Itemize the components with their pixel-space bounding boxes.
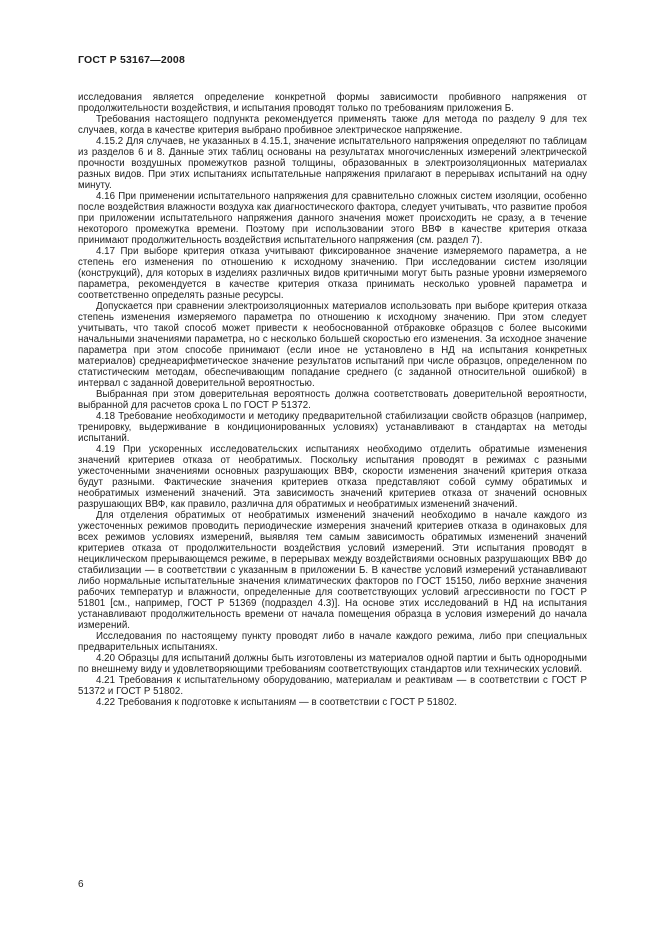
paragraph: исследования является определение конкретной формы зависимости пробивного напряжения от продолжительности воздействия, и испытания проводят только по требованиям приложения Б. <box>78 92 587 114</box>
document-body <box>78 92 587 708</box>
paragraph: Исследования по настоящему пункту проводят либо в начале каждого режима, либо при специальных предварительных испытаниях. <box>78 631 587 653</box>
paragraph: 4.21 Требования к испытательному оборудованию, материалам и реактивам — в соответствии с ГОСТ Р 51372 и ГОСТ Р 51802. <box>78 675 587 697</box>
paragraph: 4.15.2 Для случаев, не указанных в 4.15.1, значение испытательного напряжения определяют по таблицам из разделов 6 и 8. Данные этих таблиц основаны на результатах многочисленных измерений электрической прочности воздушных промежутков разной толщины, образованных в электроизоляционных материалах разных видов. При этих испытаниях испытательные напряжения прилагают в перерывах испытаний на одну минуту. <box>78 136 587 191</box>
paragraph: 4.17 При выборе критерия отказа учитывают фиксированное значение измеряемого параметра, а не степень его изменения по отношению к исходному значению. При исследовании систем изоляции (конструкций), для которых в изделиях различных видов критичными могут быть разные уровни измеряемого параметра, рекомендуется в качестве критерия отказа принимать несколько уровней параметра и соответственно определять разные ресурсы. <box>78 246 587 301</box>
paragraph: 4.22 Требования к подготовке к испытаниям — в соответствии с ГОСТ Р 51802. <box>96 697 457 708</box>
paragraph: Для отделения обратимых от необратимых изменений значений необходимо в начале каждого из ужесточенных режимов проводить периодические измерения значений критериев отказа в одинаковых для всех режимов условиях измерений, выявляя тем самым зависимость обратимых изменений значений критериев отказа от продолжительности воздействия условий измерений. Эти испытания проводят в нециклическом прерывающемся режиме, в перерывах между воздействиями основных разрушающих ВВФ до стабилизации — в соответствии с указанным в приложении Б. В качестве условий измерений устанавливают либо нормальные испытательные значения климатических факторов по ГОСТ 15150, либо верхние значения рабочих температур и влажности, определенные для соответствующих условий агрессивности по ГОСТ Р 51801 [см., например, ГОСТ Р 51369 (подраздел 4.3)]. На основе этих исследований в НД на испытания устанавливают продолжительность времени от начала помещения образца в условия измерений до начала измерений. <box>78 510 587 631</box>
page-number: 6 <box>78 879 84 890</box>
paragraph: Выбранная при этом доверительная вероятность должна соответствовать доверительной вероятности, выбранной для расчетов срока L по ГОСТ Р 51372. <box>78 389 587 411</box>
paragraph: Требования настоящего подпункта рекомендуется применять также для метода по разделу 9 для тех случаев, когда в качестве критерия выбрано пробивное электрическое напряжение. <box>78 114 587 136</box>
document-header-title: ГОСТ Р 53167—2008 <box>78 54 186 66</box>
paragraph: 4.19 При ускоренных исследовательских испытаниях необходимо отделить обратимые изменения значений критериев отказа от необратимых. Поскольку испытания проводят в режимах с разными ужесточенными значениями основных разрушающих ВВФ, скорости изменения значений критерия отказа будут разными. Фактические значения критериев отказа представляют собой сумму обратимых и необратимых изменений значений. Эта зависимость значений критериев отказа от значений основных разрушающих ВВФ, как правило, различна для обратимых и необратимых изменений значений. <box>78 444 587 510</box>
paragraph: 4.20 Образцы для испытаний должны быть изготовлены из материалов одной партии и быть однородными по внешнему виду и удовлетворяющими требованиям соответствующих стандартов или технических условий. <box>78 653 587 675</box>
paragraph: 4.18 Требование необходимости и методику предварительной стабилизации свойств образцов (например, тренировку, выдерживание в кондиционированных условиях) устанавливают в стандартах на методы испытаний. <box>78 411 587 444</box>
paragraph: Допускается при сравнении электроизоляционных материалов использовать при выборе критерия отказа степень изменения измеряемого параметра по отношению к исходному значению. При этом следует учитывать, что такой способ может привести к необоснованной отбраковке образцов с более высокими начальными значениями параметра, но с несколько большей скоростью его изменения. За исходное значение параметра при этом способе принимают (если иное не установлено в НД на испытания конкретных материалов) среднеарифметическое значение результатов испытаний при числе образцов, определенном по статистическим методам, обеспечивающим попадание среднего (с заданной относительной ошибкой) в интервал с заданной доверительной вероятностью. <box>78 301 587 389</box>
paragraph: 4.16 При применении испытательного напряжения для сравнительно сложных систем изоляции, особенно после воздействия влажности воздуха как диагностического фактора, следует учитывать, что развитие пробоя при приложении испытательного напряжения данного значения может происходить не сразу, а в течение некоторого промежутка времени. Поэтому при использовании этого ВВФ в качестве критерия отказа принимают продолжительность воздействия испытательного напряжения (см. раздел 7). <box>78 191 587 246</box>
